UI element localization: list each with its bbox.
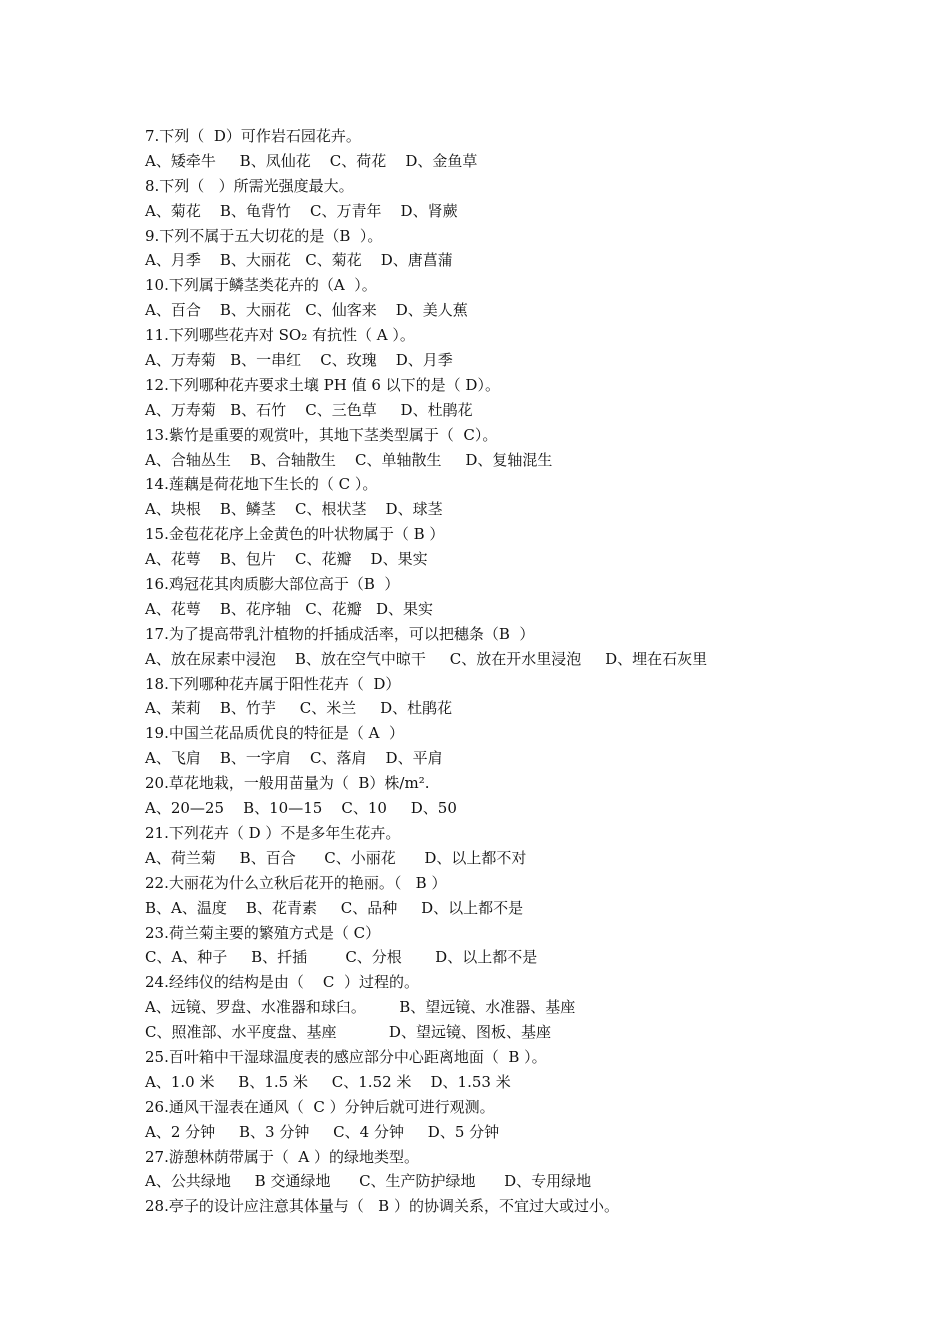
text-line: 25.百叶箱中干湿球温度表的感应部分中心距离地面（ B ）。 xyxy=(145,1047,547,1066)
text-line: B、A、温度 B、花青素 C、品种 D、以上都不是 xyxy=(145,898,524,917)
text-line: 16.鸡冠花其肉质膨大部位高于（B ） xyxy=(145,575,400,594)
text-line: 22.大丽花为什么立秋后花开的艳丽。（ B ） xyxy=(145,873,447,892)
text-line: 27.游憩林荫带属于（ A ）的绿地类型。 xyxy=(145,1147,419,1166)
text-line: A、飞肩 B、一字肩 C、落肩 D、平肩 xyxy=(145,749,443,768)
text-line: 17.为了提高带乳汁植物的扦插成活率，可以把穗条（B ） xyxy=(145,624,535,643)
text-line: 9.下列不属于五大切花的是（B ）。 xyxy=(145,226,383,245)
text-line: 12.下列哪种花卉要求土壤 PH 值 6 以下的是（ D）。 xyxy=(145,375,500,394)
text-line: A、块根 B、鳞茎 C、根状茎 D、球茎 xyxy=(145,500,443,519)
text-line: A、菊花 B、龟背竹 C、万青年 D、肾蕨 xyxy=(145,201,458,220)
text-line: 28.亭子的设计应注意其体量与（ B ）的协调关系，不宜过大或过小。 xyxy=(145,1197,619,1216)
text-line: C、照准部、水平度盘、基座 D、望远镜、图板、基座 xyxy=(145,1023,551,1042)
text-line: A、矮牵牛 B、凤仙花 C、荷花 D、金鱼草 xyxy=(145,151,478,170)
text-line: A、2 分钟 B、3 分钟 C、4 分钟 D、5 分钟 xyxy=(145,1122,500,1141)
text-line: A、花萼 B、花序轴 C、花瓣 D、果实 xyxy=(145,599,434,618)
text-line: 8.下列（ ）所需光强度最大。 xyxy=(145,176,354,195)
text-line: 26.通风干湿表在通风（ C ）分钟后就可进行观测。 xyxy=(145,1097,495,1116)
text-line: 7.下列（ D）可作岩石园花卉。 xyxy=(145,127,361,145)
text-line: 23.荷兰菊主要的繁殖方式是（ C） xyxy=(145,923,381,942)
text-line: A、百合 B、大丽花 C、仙客来 D、美人蕉 xyxy=(145,301,468,320)
text-line: A、万寿菊 B、一串红 C、玫瑰 D、月季 xyxy=(145,351,453,370)
text-line: A、月季 B、大丽花 C、菊花 D、唐菖蒲 xyxy=(145,251,453,270)
text-line: A、1.0 米 B、1.5 米 C、1.52 米 D、1.53 米 xyxy=(145,1072,511,1091)
text-line: 18.下列哪种花卉属于阳性花卉（ D） xyxy=(145,674,401,693)
text-line: C、A、种子 B、扦插 C、分根 D、以上都不是 xyxy=(145,948,538,967)
text-line: 13.紫竹是重要的观赏叶，其地下茎类型属于（ C）。 xyxy=(145,425,498,444)
text-line: 14.莲藕是荷花地下生长的（ C ）。 xyxy=(145,475,378,494)
text-line: A、荷兰菊 B、百合 C、小丽花 D、以上都不对 xyxy=(145,848,527,867)
text-line: A、万寿菊 B、石竹 C、三色草 D、杜鹃花 xyxy=(145,400,473,419)
text-line: A、茉莉 B、竹芋 C、米兰 D、杜鹃花 xyxy=(145,699,453,718)
text-line: A、远镜、罗盘、水准器和球臼。 B、望远镜、水准器、基座 xyxy=(145,998,576,1017)
text-line: A、20—25 B、10—15 C、10 D、50 xyxy=(145,799,457,818)
document-body xyxy=(145,124,845,1219)
text-line: A、公共绿地 B 交通绿地 C、生产防护绿地 D、专用绿地 xyxy=(145,1172,592,1191)
text-line: A、花萼 B、包片 C、花瓣 D、果实 xyxy=(145,550,428,569)
text-line: 20.草花地栽，一般用苗量为（ B）株/m². xyxy=(145,774,430,793)
text-line: A、合轴丛生 B、合轴散生 C、单轴散生 D、复轴混生 xyxy=(145,450,553,469)
text-line: 10.下列属于鳞茎类花卉的（A ）。 xyxy=(145,276,377,295)
text-line: 11.下列哪些花卉对 SO₂ 有抗性（ A ）。 xyxy=(145,326,415,345)
text-line: 24.经纬仪的结构是由（ C ）过程的。 xyxy=(145,973,419,992)
text-line: A、放在尿素中浸泡 B、放在空气中晾干 C、放在开水里浸泡 D、埋在石灰里 xyxy=(145,649,708,668)
text-line: 21.下列花卉（ D ）不是多年生花卉。 xyxy=(145,823,401,842)
text-line: 19.中国兰花品质优良的特征是（ A ） xyxy=(145,724,404,743)
text-line: 15.金苞花花序上金黄色的叶状物属于（ B ） xyxy=(145,525,445,544)
